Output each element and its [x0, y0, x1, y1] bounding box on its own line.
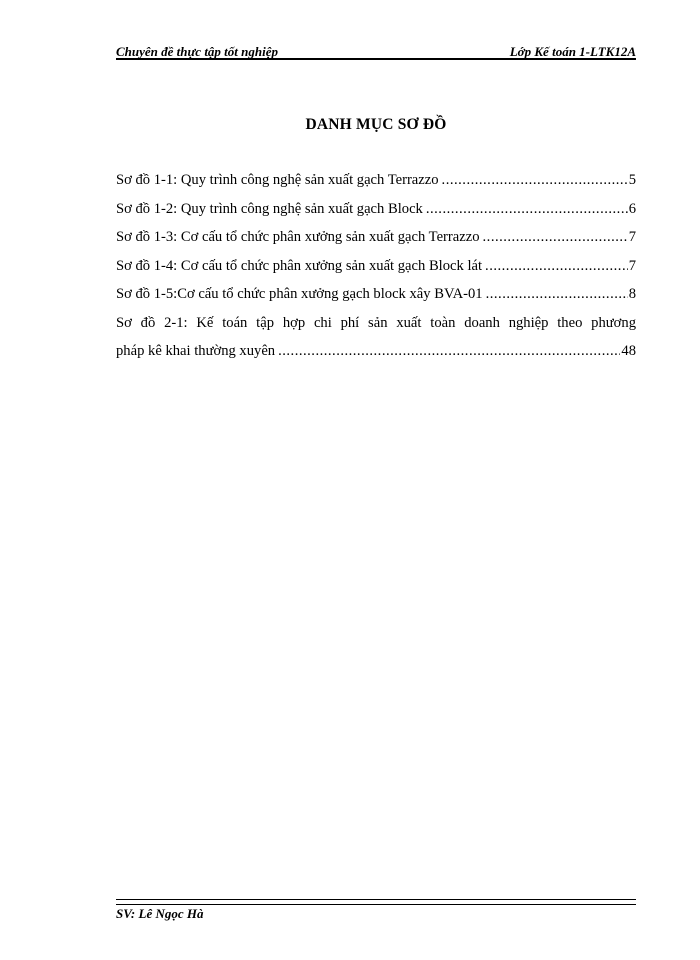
toc-entry[interactable] [116, 286, 636, 315]
page-title: DANH MỤC SƠ ĐỒ [305, 116, 447, 133]
toc-entry-label: Sơ đồ 1-1: Quy trình công nghệ sản xuất gạch Terrazzo [116, 172, 439, 188]
header-course-title: Chuyên đề thực tập tốt nghiệp [116, 44, 278, 59]
toc-entry-page: 5 [628, 172, 636, 188]
toc-leader-dots [442, 172, 628, 189]
toc-entry[interactable] [116, 258, 636, 287]
footer-divider [116, 899, 636, 905]
toc-entry-line2[interactable] [116, 343, 636, 372]
toc-leader-dots [426, 201, 628, 218]
toc-entry-line1[interactable] [116, 315, 636, 344]
footer-student-name: SV: Lê Ngọc Hà [116, 906, 204, 921]
toc-entry[interactable] [116, 172, 636, 201]
toc-entry-page: 6 [628, 200, 636, 217]
toc-leader-dots [483, 229, 628, 246]
toc-entry-page: 7 [628, 257, 636, 274]
toc-entry-page: 7 [628, 229, 636, 245]
toc-entry[interactable] [116, 201, 636, 230]
toc-entry-label: Sơ đồ 1-3: Cơ cấu tổ chức phân xưởng sản xuất gạch Terrazzo [116, 229, 480, 245]
toc-entry-label: Sơ đồ 1-5:Cơ cấu tổ chức phân xưởng gạch block xây BVA-01 [116, 286, 483, 302]
toc-leader-dots [485, 258, 628, 275]
toc-entry-page: 8 [628, 286, 636, 302]
header-class-name: Lớp Kế toán 1-LTK12A [509, 44, 636, 59]
toc-entry-label: Sơ đồ 2-1: Kế toán tập hợp chi phí sản xuất toàn doanh nghiệp theo phương [116, 314, 636, 331]
toc-leader-dots [278, 343, 620, 360]
toc-entry-label: Sơ đồ 1-2: Quy trình công nghệ sản xuất gạch Block [116, 200, 423, 217]
toc-entry-label: pháp kê khai thường xuyên [116, 343, 276, 359]
header-divider [116, 58, 636, 60]
toc-entry[interactable] [116, 229, 636, 258]
toc-entry-page: 48 [621, 343, 636, 359]
toc-leader-dots [486, 286, 628, 303]
table-of-diagrams [116, 172, 636, 372]
toc-entry-label: Sơ đồ 1-4: Cơ cấu tổ chức phân xưởng sản xuất gạch Block lát [116, 257, 483, 274]
